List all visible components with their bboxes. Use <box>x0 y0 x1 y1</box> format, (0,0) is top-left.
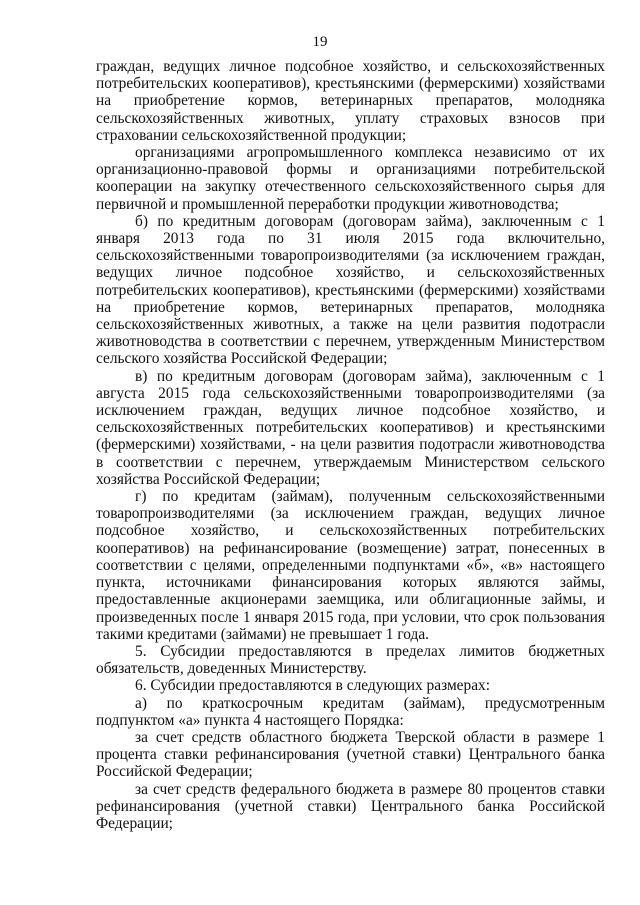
paragraph-agro-organizations: организациями агропромышленного комплекса независимо от их организационно-правовой формы и организациями потребительской кооперации на закупку отечественного сельскохозяйственного сырья для первичной и промышленной переработки продукции животноводства; <box>96 144 605 213</box>
paragraph-subpoint-g: г) по кредитам (займам), полученным сельскохозяйственными товаропроизводителями (за исключением граждан, ведущих личное подсобное хозяйство, и сельскохозяйственных потребительских кооперативов) на рефинансирование (возмещение) затрат, понесенных в соответствии с целями, определенными подпунктами «б», «в» настоящего пункта, источниками финансирования которых являются займы, предоставленные акционерами заемщика, или облигационные займы, и произведенных после 1 января 2015 года, при условии, что срок пользования такими кредитами (займами) не превышает 1 года. <box>96 488 605 643</box>
paragraph-point-6: 6. Субсидии предоставляются в следующих размерах: <box>135 677 491 695</box>
paragraph-subpoint-a: а) по краткосрочным кредитам (займам), предусмотренным подпунктом «а» пункта 4 настоящего Порядка: <box>96 694 605 729</box>
paragraph-continuation: граждан, ведущих личное подсобное хозяйство, и сельскохозяйственных потребительских кооперативов), крестьянскими (фермерскими) хозяйствами на приобретение кормов, ветеринарных препаратов, молодняка сельскохозяйственных животных, уплату страховых взносов при страховании сельскохозяйственной продукции; <box>96 58 605 144</box>
paragraph-subpoint-v: в) по кредитным договорам (договорам займа), заключенным с 1 августа 2015 года сельскохозяйственными товаропроизводителями (за исключением граждан, ведущих личное подсобное хозяйство, и сельскохозяйственных потребительских кооперативов) и крестьянскими (фермерскими) хозяйствами, - на цели развития подотрасли животноводства в соответствии с перечнем, утверждаемым Министерством сельского хозяйства Российской Федерации; <box>96 367 605 488</box>
paragraph-federal-budget: за счет средств федерального бюджета в размере 80 процентов ставки рефинансирования (учетной ставки) Центрального банка Российской Федерации; <box>96 780 605 832</box>
paragraph-regional-budget: за счет средств областного бюджета Тверской области в размере 1 процента ставки рефинансирования (учетной ставки) Центрального банка Российской Федерации; <box>96 728 605 781</box>
page-number: 19 <box>312 34 328 50</box>
paragraph-subpoint-b: б) по кредитным договорам (договорам займа), заключенным с 1 января 2013 года по 31 июля 2015 года включительно, сельскохозяйственными товаропроизводителями (за исключением граждан, ведущих личное подсобное хозяйство, и сельскохозяйственных потребительских кооперативов), крестьянскими (фермерскими) хозяйствами на приобретение кормов, ветеринарных препаратов, молодняка сельскохозяйственных животных, а также на цели развития подотрасли животноводства в соответствии с перечнем, утвержденным Министерством сельского хозяйства Российской Федерации; <box>96 212 605 368</box>
paragraph-point-5: 5. Субсидии предоставляются в пределах лимитов бюджетных обязательств, доведенных Министерству. <box>96 642 605 678</box>
document-body <box>96 58 605 832</box>
